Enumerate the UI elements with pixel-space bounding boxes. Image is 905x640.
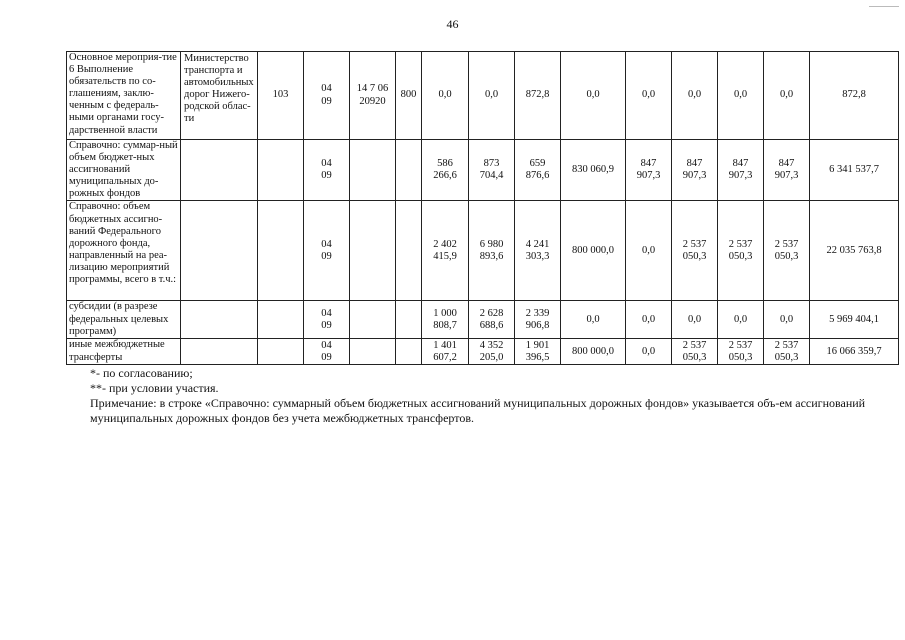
value-cell [469,339,515,365]
value-cell-line: 0,0 [687,89,702,101]
value-cell-line: 0,0 [641,89,656,101]
table-row [67,140,899,201]
value-cell-line: 4 352 [479,339,504,351]
value-cell-line: 907,3 [728,170,753,182]
value-cell [764,52,810,140]
value-cell [626,201,672,301]
corner-mark [869,6,899,7]
note-participation: **- при условии участия. [90,381,219,395]
note-remark: Примечание: в строке «Справочно: суммарный объем бюджетных ассигнований муниципальных дорожных фондов» указывается объ-ем ассигнований муниципальных дорожных фондов без учета межбюджетных трансфертов. [90,396,866,425]
row-name: Основное мероприя-тие 6 Выполнение обязательств по со-глашениям, заклю-ченным с федераль-ными органами госу-дарственной власти [67,52,181,140]
value-cell [718,301,764,339]
value-cell-line: 847 [640,158,657,170]
grbs-cell [258,140,304,201]
vr-cell [396,339,422,365]
value-cell [626,52,672,140]
rzpr-cell [304,140,350,201]
value-cell-line: 0,0 [779,89,794,101]
value-cell [561,52,626,140]
value-cell [626,140,672,201]
value-cell-line: 800 000,0 [572,345,614,357]
value-cell-line: 205,0 [479,351,504,363]
rzpr-cell [304,52,350,140]
value-cell-line: 050,3 [774,250,799,262]
value-cell-line: 050,3 [728,351,753,363]
rzpr-cell-line: 04 [321,238,332,250]
value-cell-line: 0,0 [733,313,748,325]
value-cell [672,301,718,339]
value-cell-line: 873 [483,158,500,170]
grbs-cell: 103 [258,52,304,140]
ministry-cell [181,301,258,339]
value-cell-line: 2 537 [774,238,799,250]
value-cell-line: 303,3 [525,250,550,262]
value-cell [422,339,469,365]
value-cell-line: 893,6 [479,250,504,262]
value-cell-line: 4 241 [525,238,550,250]
csr-cell [350,140,396,201]
value-cell [469,140,515,201]
value-cell [626,339,672,365]
csr-cell [350,201,396,301]
value-cell-line: 415,9 [433,250,457,262]
rzpr-cell-line: 04 [321,339,332,351]
budget-table [66,51,899,365]
total-cell: 16 066 359,7 [810,339,899,365]
value-cell-line: 0,0 [779,313,794,325]
grbs-cell [258,301,304,339]
value-cell-line: 0,0 [586,313,600,325]
value-cell-line: 1 901 [525,339,550,351]
value-cell-line: 688,6 [479,319,504,331]
value-cell-line: 586 [437,158,453,170]
csr-cell-line: 20920 [359,95,386,107]
value-cell-line: 2 402 [433,238,457,250]
ministry-cell [181,140,258,201]
value-cell-line: 2 537 [728,339,753,351]
value-cell-line: 1 401 [433,339,457,351]
csr-cell [350,52,396,140]
value-cell [422,52,469,140]
value-cell [469,201,515,301]
value-cell-line: 0,0 [586,89,600,101]
value-cell [764,201,810,301]
vr-cell [396,301,422,339]
value-cell-line: 800 000,0 [572,244,614,256]
value-cell [672,140,718,201]
rzpr-cell [304,339,350,365]
value-cell [561,339,626,365]
table-row [67,52,899,140]
vr-cell [396,201,422,301]
ministry-cell [181,339,258,365]
table-row [67,301,899,339]
rzpr-cell-line: 09 [321,250,332,262]
ministry-cell: Министерство транспорта и автомобильных дорог Нижего-родской облас-ти [181,52,258,140]
value-cell-line: 2 537 [774,339,799,351]
value-cell [672,339,718,365]
row-name: иные межбюджетные трансферты [67,339,181,365]
value-cell-line: 050,3 [728,250,753,262]
value-cell [422,301,469,339]
row-name: субсидии (в разрезе федеральных целевых программ) [67,301,181,339]
value-cell-line: 0,0 [733,89,748,101]
rzpr-cell-line: 04 [321,158,332,170]
table-row [67,201,899,301]
value-cell [515,339,561,365]
value-cell [718,52,764,140]
value-cell-line: 872,8 [525,89,550,101]
row-name: Справочно: суммар-ный объем бюджет-ных ассигнований муниципальных до-рожных фондов [67,140,181,201]
rzpr-cell-line: 09 [321,95,332,107]
value-cell-line: 0,0 [484,89,499,101]
rzpr-cell-line: 04 [321,83,332,95]
total-cell: 872,8 [810,52,899,140]
ministry-cell [181,201,258,301]
value-cell [672,52,718,140]
value-cell [561,140,626,201]
value-cell-line: 050,3 [682,250,707,262]
csr-cell-line: 14 7 06 [356,83,389,95]
csr-cell [350,339,396,365]
total-cell: 6 341 537,7 [810,140,899,201]
csr-cell [350,301,396,339]
grbs-cell [258,201,304,301]
value-cell-line: 830 060,9 [572,164,614,176]
value-cell-line: 704,4 [479,170,504,182]
value-cell [422,140,469,201]
rzpr-cell [304,301,350,339]
value-cell-line: 659 [529,158,546,170]
value-cell-line: 0,0 [641,345,656,357]
value-cell-line: 907,3 [682,170,707,182]
total-cell: 5 969 404,1 [810,301,899,339]
row-name: Справочно: объем бюджетных ассигно-ваний Федерального дорожного фонда, направленный на реа-лизацию мероприятий программы, всего в т.ч.: [67,201,181,301]
value-cell [764,140,810,201]
value-cell [469,52,515,140]
page-number: 46 [446,17,459,31]
value-cell-line: 396,5 [525,351,550,363]
table-row [67,339,899,365]
grbs-cell [258,339,304,365]
value-cell [626,301,672,339]
value-cell [718,339,764,365]
rzpr-cell-line: 09 [321,170,332,182]
value-cell-line: 847 [686,158,703,170]
value-cell [561,201,626,301]
note-agreement: *- по согласованию; [90,366,193,380]
value-cell [718,201,764,301]
value-cell-line: 847 [778,158,795,170]
value-cell-line: 2 537 [682,339,707,351]
value-cell [561,301,626,339]
value-cell-line: 1 000 [433,307,457,319]
value-cell-line: 847 [732,158,749,170]
value-cell-line: 2 537 [682,238,707,250]
value-cell-line: 0,0 [641,244,656,256]
value-cell [422,201,469,301]
value-cell-line: 0,0 [438,89,452,101]
value-cell-line: 907,3 [636,170,661,182]
value-cell [515,301,561,339]
rzpr-cell [304,201,350,301]
value-cell-line: 906,8 [525,319,550,331]
value-cell [515,201,561,301]
rzpr-cell-line: 04 [321,307,332,319]
value-cell [515,52,561,140]
value-cell [469,301,515,339]
value-cell [672,201,718,301]
value-cell-line: 876,6 [525,170,550,182]
rzpr-cell-line: 09 [321,319,332,331]
value-cell-line: 050,3 [774,351,799,363]
value-cell-line: 050,3 [682,351,707,363]
vr-cell: 800 [396,52,422,140]
value-cell-line: 0,0 [687,313,702,325]
value-cell-line: 6 980 [479,238,504,250]
value-cell [718,140,764,201]
value-cell-line: 2 537 [728,238,753,250]
value-cell-line: 2 339 [525,307,550,319]
rzpr-cell-line: 09 [321,351,332,363]
value-cell [764,301,810,339]
value-cell-line: 0,0 [641,313,656,325]
value-cell-line: 907,3 [774,170,799,182]
value-cell-line: 266,6 [433,170,457,182]
value-cell-line: 2 628 [479,307,504,319]
value-cell-line: 808,7 [433,319,457,331]
total-cell: 22 035 763,8 [810,201,899,301]
value-cell-line: 607,2 [433,351,457,363]
value-cell [515,140,561,201]
value-cell [764,339,810,365]
vr-cell [396,140,422,201]
notes [66,366,866,426]
